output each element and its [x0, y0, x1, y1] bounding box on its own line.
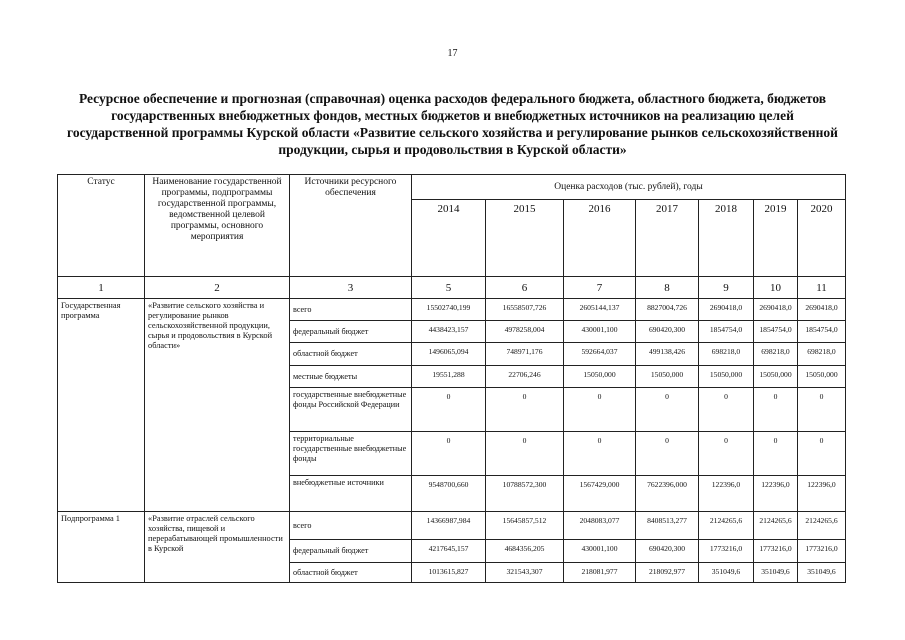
- value-cell: 122396,0: [798, 476, 846, 512]
- header-status: Статус: [58, 175, 145, 277]
- column-number: 3: [290, 277, 412, 299]
- value-cell: 592664,037: [564, 343, 636, 366]
- source-cell: территориальные государственные внебюджетные фонды: [290, 432, 412, 476]
- value-cell: 748971,176: [486, 343, 564, 366]
- header-year: 2017: [636, 200, 699, 277]
- value-cell: 2048083,077: [564, 512, 636, 540]
- value-cell: 321543,307: [486, 563, 564, 583]
- value-cell: 2690418,0: [754, 299, 798, 321]
- value-cell: 8827004,726: [636, 299, 699, 321]
- value-cell: 7622396,000: [636, 476, 699, 512]
- value-cell: 122396,0: [699, 476, 754, 512]
- value-cell: 0: [699, 388, 754, 432]
- source-cell: федеральный бюджет: [290, 540, 412, 563]
- value-cell: 2690418,0: [798, 299, 846, 321]
- resource-table: [57, 174, 846, 583]
- source-cell: государственные внебюджетные фонды Российской Федерации: [290, 388, 412, 432]
- value-cell: 351049,6: [798, 563, 846, 583]
- value-cell: 1567429,000: [564, 476, 636, 512]
- header-year: 2015: [486, 200, 564, 277]
- value-cell: 499138,426: [636, 343, 699, 366]
- value-cell: 698218,0: [798, 343, 846, 366]
- value-cell: 430001,100: [564, 540, 636, 563]
- value-cell: 10788572,300: [486, 476, 564, 512]
- column-number: 9: [699, 277, 754, 299]
- program-name-cell: «Развитие отраслей сельского хозяйства, пищевой и перерабатывающей промышленности в Курской: [145, 512, 290, 583]
- value-cell: 15645857,512: [486, 512, 564, 540]
- value-cell: 0: [798, 388, 846, 432]
- source-cell: областной бюджет: [290, 343, 412, 366]
- source-cell: всего: [290, 299, 412, 321]
- value-cell: 1773216,0: [754, 540, 798, 563]
- column-number: 7: [564, 277, 636, 299]
- header-year: 2018: [699, 200, 754, 277]
- value-cell: 8408513,277: [636, 512, 699, 540]
- value-cell: 430001,100: [564, 321, 636, 343]
- value-cell: 1773216,0: [699, 540, 754, 563]
- column-number: 1: [58, 277, 145, 299]
- value-cell: 9548700,660: [412, 476, 486, 512]
- column-number: 5: [412, 277, 486, 299]
- value-cell: 2124265,6: [699, 512, 754, 540]
- value-cell: 0: [699, 432, 754, 476]
- header-year: 2020: [798, 200, 846, 277]
- value-cell: 0: [486, 388, 564, 432]
- value-cell: 2690418,0: [699, 299, 754, 321]
- header-year: 2016: [564, 200, 636, 277]
- value-cell: 1773216,0: [798, 540, 846, 563]
- value-cell: 122396,0: [754, 476, 798, 512]
- value-cell: 0: [412, 432, 486, 476]
- document-title: Ресурсное обеспечение и прогнозная (справочная) оценка расходов федерального бюджета, областного бюджета, бюджетов государственных внебюджетных фондов, местных бюджетов и внебюджетных источников на реализацию целей государственной программы Курской области «Развитие сельского хозяйства и регулирование рынков сельскохозяйственной продукции, сырья и продовольствия в Курской области»: [67, 91, 838, 157]
- value-cell: 15050,000: [564, 366, 636, 388]
- table-row: [58, 299, 846, 321]
- value-cell: 351049,6: [699, 563, 754, 583]
- value-cell: 0: [486, 432, 564, 476]
- value-cell: 4438423,157: [412, 321, 486, 343]
- source-cell: областной бюджет: [290, 563, 412, 583]
- value-cell: 1496065,094: [412, 343, 486, 366]
- column-number: 11: [798, 277, 846, 299]
- column-number: 6: [486, 277, 564, 299]
- value-cell: 2124265,6: [754, 512, 798, 540]
- value-cell: 698218,0: [754, 343, 798, 366]
- table-row: [58, 512, 846, 540]
- header-estimate: Оценка расходов (тыс. рублей), годы: [412, 175, 846, 200]
- value-cell: 1854754,0: [798, 321, 846, 343]
- source-cell: федеральный бюджет: [290, 321, 412, 343]
- value-cell: 0: [564, 432, 636, 476]
- header-source: Источники ресурсного обеспечения: [290, 175, 412, 277]
- status-cell: Государственная программа: [58, 299, 145, 512]
- value-cell: 0: [564, 388, 636, 432]
- value-cell: 690420,300: [636, 321, 699, 343]
- value-cell: 0: [754, 432, 798, 476]
- source-cell: всего: [290, 512, 412, 540]
- value-cell: 0: [754, 388, 798, 432]
- header-year: 2019: [754, 200, 798, 277]
- value-cell: 19551,288: [412, 366, 486, 388]
- column-number: 2: [145, 277, 290, 299]
- value-cell: 698218,0: [699, 343, 754, 366]
- value-cell: 15050,000: [754, 366, 798, 388]
- column-number: 8: [636, 277, 699, 299]
- value-cell: 351049,6: [754, 563, 798, 583]
- page-number: 17: [447, 48, 458, 59]
- value-cell: 15050,000: [699, 366, 754, 388]
- value-cell: 218092,977: [636, 563, 699, 583]
- source-cell: местные бюджеты: [290, 366, 412, 388]
- header-name: Наименование государственной программы, подпрограммы государственной программы, ведомственной целевой программы, основного мероприятия: [145, 175, 290, 277]
- value-cell: 1854754,0: [699, 321, 754, 343]
- value-cell: 22706,246: [486, 366, 564, 388]
- value-cell: 690420,300: [636, 540, 699, 563]
- value-cell: 4684356,205: [486, 540, 564, 563]
- header-year: 2014: [412, 200, 486, 277]
- value-cell: 0: [798, 432, 846, 476]
- value-cell: 0: [636, 388, 699, 432]
- value-cell: 16558507,726: [486, 299, 564, 321]
- column-number: 10: [754, 277, 798, 299]
- value-cell: 2605144,137: [564, 299, 636, 321]
- value-cell: 15502740,199: [412, 299, 486, 321]
- value-cell: 15050,000: [636, 366, 699, 388]
- value-cell: 0: [636, 432, 699, 476]
- value-cell: 4217645,157: [412, 540, 486, 563]
- program-name-cell: «Развитие сельского хозяйства и регулирование рынков сельскохозяйственной продукции, сырья и продовольствия в Курской области»: [145, 299, 290, 512]
- value-cell: 218081,977: [564, 563, 636, 583]
- value-cell: 1013615,827: [412, 563, 486, 583]
- status-cell: Подпрограмма 1: [58, 512, 145, 583]
- value-cell: 1854754,0: [754, 321, 798, 343]
- value-cell: 0: [412, 388, 486, 432]
- value-cell: 2124265,6: [798, 512, 846, 540]
- value-cell: 15050,000: [798, 366, 846, 388]
- value-cell: 14366987,984: [412, 512, 486, 540]
- value-cell: 4978258,004: [486, 321, 564, 343]
- source-cell: внебюджетные источники: [290, 476, 412, 512]
